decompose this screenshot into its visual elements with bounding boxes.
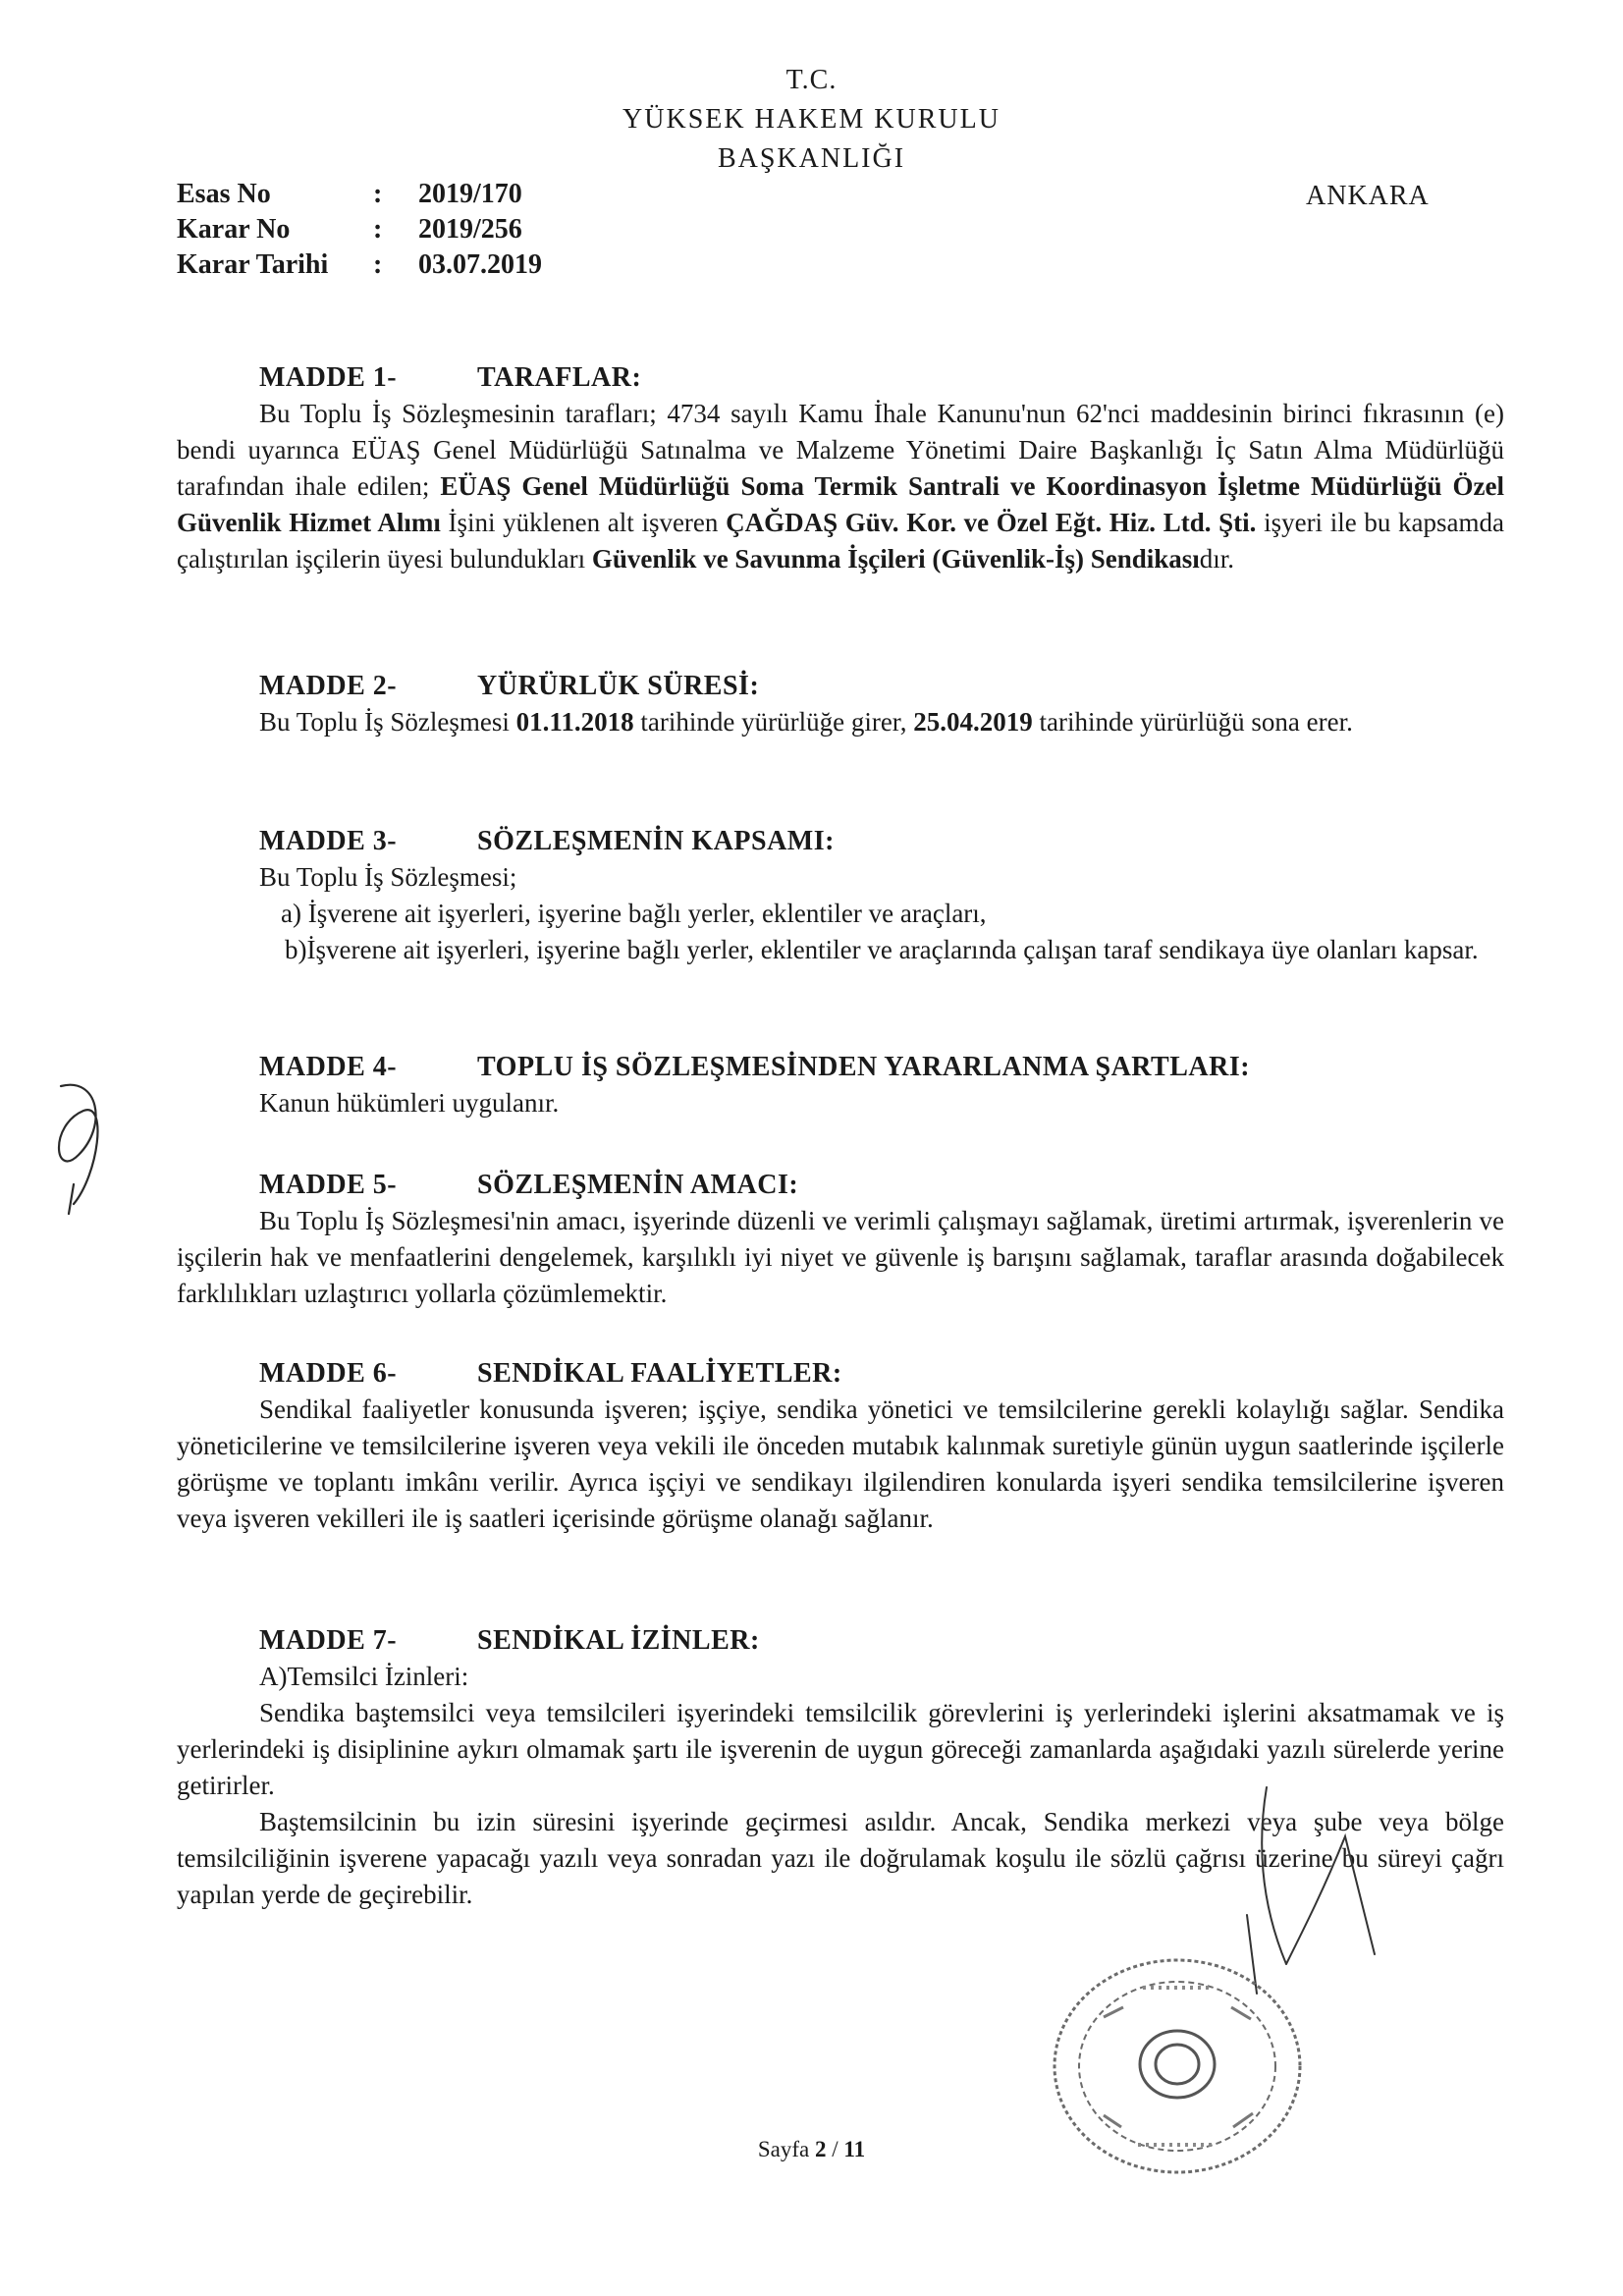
case-metadata	[177, 179, 615, 285]
article-title: YÜRÜRLÜK SÜRESİ:	[477, 671, 760, 701]
article-subheading: A)Temsilci İzinleri:	[259, 1662, 469, 1691]
colon: :	[373, 249, 383, 280]
article-title: SENDİKAL FAALİYETLER:	[477, 1358, 842, 1389]
article-body: Kanun hükümleri uygulanır.	[259, 1088, 560, 1118]
body-bold: 25.04.2019	[913, 707, 1033, 737]
article-item-a: a) İşverene ait işyerleri, işyerine bağlı yerler, eklentiler ve araçları,	[281, 899, 987, 928]
handwritten-initial-left	[39, 1066, 128, 1224]
body-text: işyeri ile bu kapsamda çalıştırılan işçilerin üyesi bulundukları	[177, 508, 1504, 574]
karar-label: Karar No	[177, 214, 291, 245]
header-tc: T.C.	[785, 65, 838, 95]
article-heading	[177, 668, 1504, 704]
footer-page-number: 2	[815, 2137, 827, 2161]
tarih-value: 03.07.2019	[418, 249, 542, 280]
header-presidency: BAŞKANLIĞI	[717, 143, 906, 174]
article-body	[177, 396, 1504, 577]
tarih-row	[177, 249, 615, 285]
article-title: SÖZLEŞMENİN KAPSAMI:	[477, 826, 835, 856]
body-text: tarihinde yürürlüğü sona erer.	[1032, 707, 1353, 737]
article-title: TARAFLAR:	[477, 362, 642, 393]
esas-row	[177, 179, 615, 214]
colon: :	[373, 214, 383, 245]
article-item-b: b)İşverene ait işyerleri, işyerine bağlı yerler, eklentiler ve araçlarında çalışan taraf sendikaya üye olanları kapsar.	[285, 935, 1479, 964]
article-number: MADDE 1-	[259, 362, 398, 393]
body-bold: 01.11.2018	[515, 707, 634, 737]
esas-value: 2019/170	[418, 179, 522, 209]
article-number: MADDE 6-	[259, 1358, 398, 1389]
article-number: MADDE 4-	[259, 1052, 398, 1082]
body-text: İşini yüklenen alt işveren	[440, 508, 727, 537]
article-heading	[177, 1167, 1504, 1203]
article-paragraph-1: Sendika baştemsilci veya temsilcileri işyerindeki temsilcilik görevlerini iş yerlerindeki işlerini aksatmamak ve iş yerlerindeki iş disiplinine aykırı olmamak şartı ile işverenin de uygun göreceği zamanlarda aşağıdaki yazılı sürelerde yerine getirirler.	[177, 1698, 1504, 1800]
body-text: tarihinde yürürlüğe girer,	[633, 707, 914, 737]
page-footer	[0, 2137, 1623, 2162]
body-text: Bu Toplu İş Sözleşmesi	[259, 707, 516, 737]
footer-prefix: Sayfa	[757, 2137, 815, 2161]
article-title: SÖZLEŞMENİN AMACI:	[477, 1170, 799, 1200]
body-text: Bu Toplu İş Sözleşmesinin tarafları; 4734 sayılı Kamu İhale Kanunu'nun 62'nci maddesinin birinci fıkrasının (e) bendi uyarınca EÜAŞ Genel Müdürlüğü Satınalma ve Malzeme Yönetimi Daire Başkanlığı İç Satın Alma Müdürlüğü tarafından ihale edilen;	[177, 399, 1504, 501]
karar-value: 2019/256	[418, 214, 522, 245]
article-number: MADDE 5-	[259, 1170, 398, 1200]
body-bold: Güvenlik ve Savunma İşçileri (Güvenlik-İş) Sendikası	[591, 544, 1200, 574]
article-heading	[177, 1622, 1504, 1659]
article-heading	[177, 359, 1504, 396]
colon: :	[373, 179, 383, 209]
article-heading	[177, 1049, 1504, 1085]
tarih-label: Karar Tarihi	[177, 249, 329, 280]
article-5	[177, 1167, 1504, 1312]
article-paragraph-2: Baştemsilcinin bu izin süresini işyerinde geçirmesi asıldır. Ancak, Sendika merkezi veya şube veya bölge temsilciliğinin işverene yapacağı yazılı veya sonradan yazı ile doğrulamak koşulu ile sözlü çağrısı üzerine bu süreyi çağrı yapılan yerde de geçirebilir.	[177, 1807, 1504, 1909]
footer-separator: /	[826, 2137, 844, 2161]
article-6	[177, 1355, 1504, 1537]
article-body: Sendikal faaliyetler konusunda işveren; işçiye, sendika yönetici ve temsilcilerine gerekli kolaylığı sağlar. Sendika yöneticilerine ve temsilcilerine işveren veya vekili ile önceden mutabık kalınmak suretiyle günün uygun saatlerinde işçilerle görüşme ve toplantı imkânı verilir. Ayrıca işçiyi ve sendikayı ilgilendiren konularda işyeri sendika temsilcilerine işveren veya işveren vekilleri ile iş saatleri içerisinde görüşme olanağı sağlanır.	[177, 1394, 1504, 1533]
header-institution: YÜKSEK HAKEM KURULU	[622, 104, 1001, 135]
article-number: MADDE 7-	[259, 1625, 398, 1656]
article-body	[177, 704, 1504, 740]
article-title: SENDİKAL İZİNLER:	[477, 1625, 760, 1656]
article-title: TOPLU İŞ SÖZLEŞMESİNDEN YARARLANMA ŞARTLARI:	[477, 1052, 1251, 1082]
karar-row	[177, 214, 615, 249]
article-number: MADDE 3-	[259, 826, 398, 856]
footer-page-total: 11	[843, 2137, 866, 2161]
body-bold: ÇAĞDAŞ Güv. Kor. ve Özel Eğt. Hiz. Ltd. Şti.	[726, 508, 1257, 537]
article-heading	[177, 1355, 1504, 1392]
body-bold: EÜAŞ Genel Müdürlüğü Soma Termik Santrali ve Koordinasyon İşletme Müdürlüğü Özel Güvenlik Hizmet Alımı	[177, 471, 1504, 537]
article-number: MADDE 2-	[259, 671, 398, 701]
body-text: dır.	[1199, 544, 1235, 574]
article-body: Bu Toplu İş Sözleşmesi'nin amacı, işyerinde düzenli ve verimli çalışmayı sağlamak, üretimi artırmak, işverenlerin ve işçilerin hak ve menfaatlerini dengelemek, karşılıklı iyi niyet ve güvenle iş barışını sağlamak, taraflar arasında doğabilecek farklılıkları uzlaştırıcı yollarla çözümlemektir.	[177, 1206, 1504, 1308]
article-3	[177, 823, 1504, 968]
article-intro: Bu Toplu İş Sözleşmesi;	[259, 862, 517, 892]
article-1	[177, 359, 1504, 577]
article-4	[177, 1049, 1504, 1121]
city: ANKARA	[1306, 181, 1430, 211]
article-2	[177, 668, 1504, 740]
esas-label: Esas No	[177, 179, 271, 209]
article-heading	[177, 823, 1504, 859]
